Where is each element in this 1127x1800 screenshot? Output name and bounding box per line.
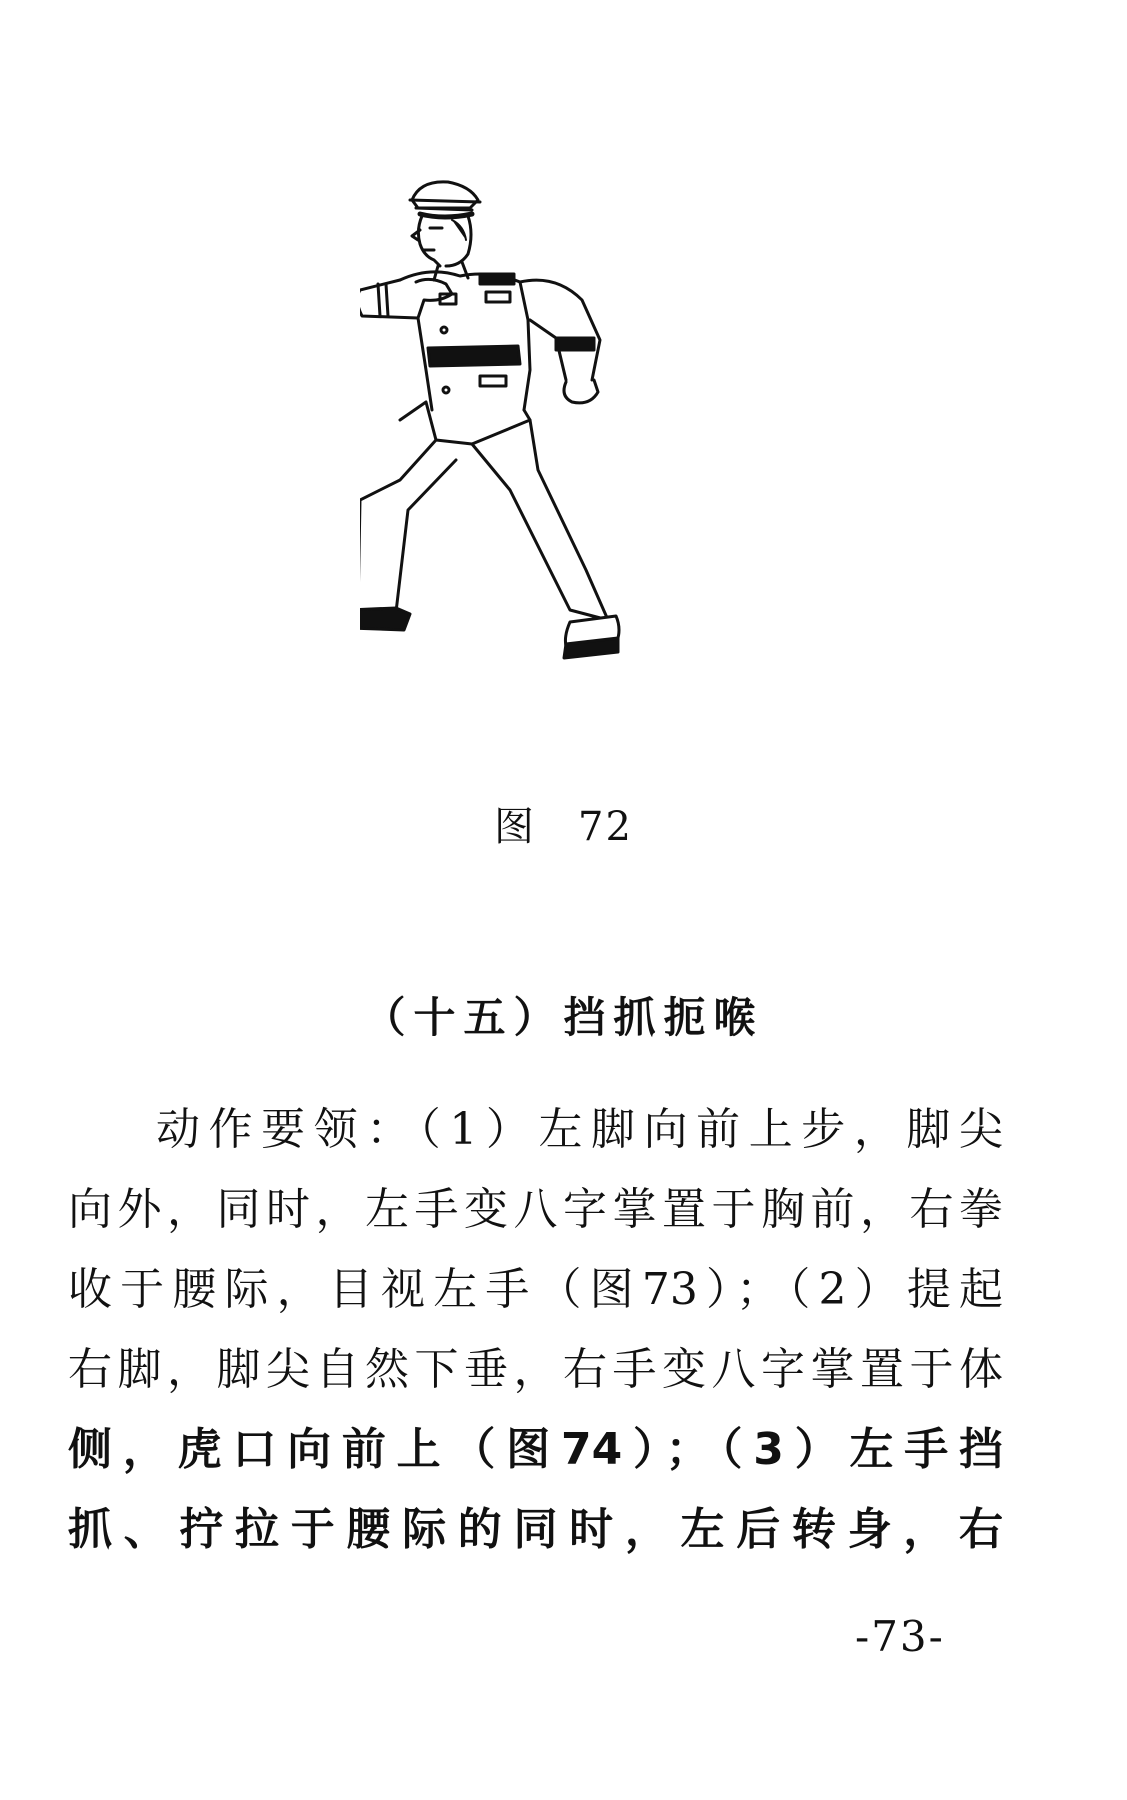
page-number: -73- [855,1612,945,1661]
body-line: 侧，虎口向前上（图74）；（3）左手挡 [68,1424,1003,1475]
figure-caption-label: 图 [494,804,537,850]
body-line: 动作要领：（1）左脚向前上步，脚尖 [156,1104,1003,1155]
body-text [68,1090,1003,1570]
section-heading: （十五）挡抓扼喉 [363,993,764,1042]
figure-caption-number: 72 [578,804,633,850]
body-line: 向外，同时，左手变八字掌置于胸前，右拳 [68,1184,1003,1235]
body-line: 收于腰际，目视左手（图73）；（2）提起 [68,1264,1003,1315]
body-line: 右脚，脚尖自然下垂，右手变八字掌置于体 [68,1344,1003,1395]
body-line: 抓、拧拉于腰际的同时，左后转身，右 [68,1504,1003,1555]
illustration-uniformed-officer [360,170,710,750]
figure-caption [0,795,1127,852]
